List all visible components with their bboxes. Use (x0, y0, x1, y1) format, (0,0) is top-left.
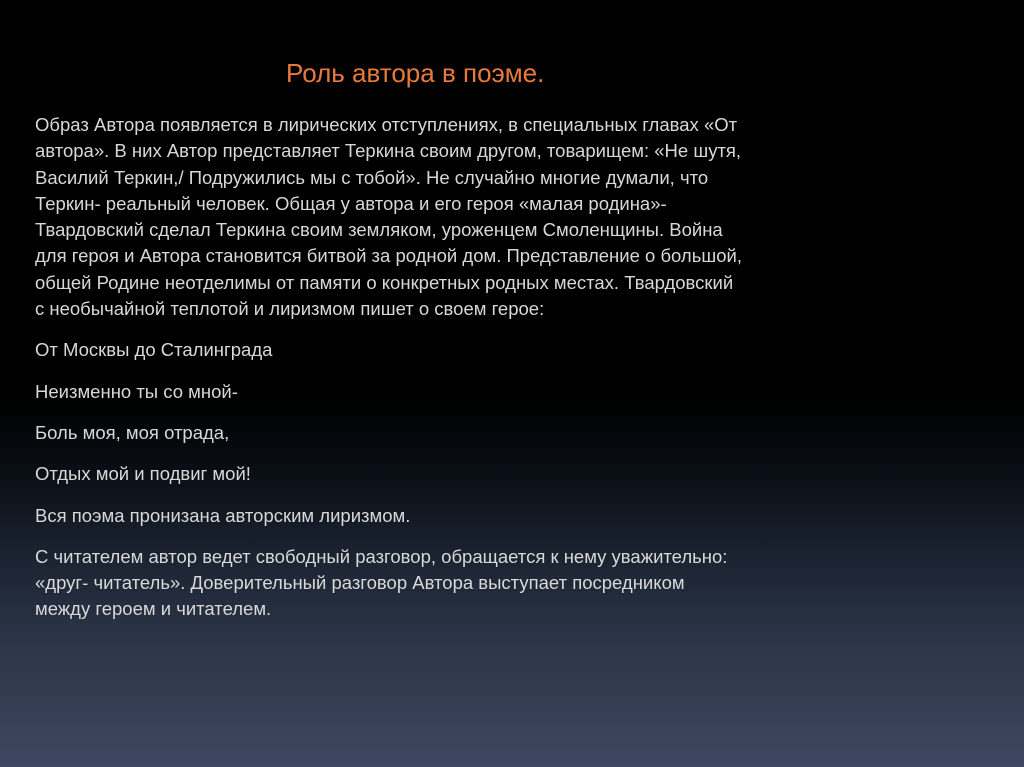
poem-line: От Москвы до Сталинграда (35, 339, 273, 361)
reader-paragraph (35, 544, 855, 623)
intro-line: Теркин- реальный человек. Общая у автора и его героя «малая родина»- (35, 192, 667, 214)
poem-line: Боль моя, моя отрада, (35, 421, 230, 443)
reader-line: С читателем автор ведет свободный разговор, обращается к нему уважительно: (35, 545, 728, 567)
slide-body (35, 112, 855, 623)
lyricism-statement: Вся поэма пронизана авторским лиризмом. (35, 504, 411, 526)
intro-line: автора». В них Автор представляет Теркина своим другом, товарищем: «Не шутя, (35, 140, 742, 162)
intro-paragraph (35, 112, 855, 322)
intro-line: Образ Автора появляется в лирических отступлениях, в специальных главах «От (35, 114, 738, 135)
reader-line: между героем и читателем. (35, 598, 272, 620)
poem-line: Неизменно ты со мной- (35, 380, 238, 402)
intro-line: Твардовский сделал Теркина своим земляком, уроженцем Смоленщины. Война (35, 219, 723, 241)
intro-line: общей Родине неотделимы от памяти о конкретных родных местах. Твардовский (35, 271, 734, 293)
intro-line: для героя и Автора становится битвой за родной дом. Представление о большой, (35, 245, 742, 267)
slide-title: Роль автора в поэме. (286, 58, 545, 88)
poem-line: Отдых мой и подвиг мой! (35, 463, 251, 485)
reader-line: «друг- читатель». Доверительный разговор Автора выступает посредником (35, 572, 685, 594)
intro-line: с необычайной теплотой и лиризмом пишет о своем герое: (35, 298, 545, 320)
intro-line: Василий Теркин,/ Подружились мы с тобой». Не случайно многие думали, что (35, 166, 709, 188)
